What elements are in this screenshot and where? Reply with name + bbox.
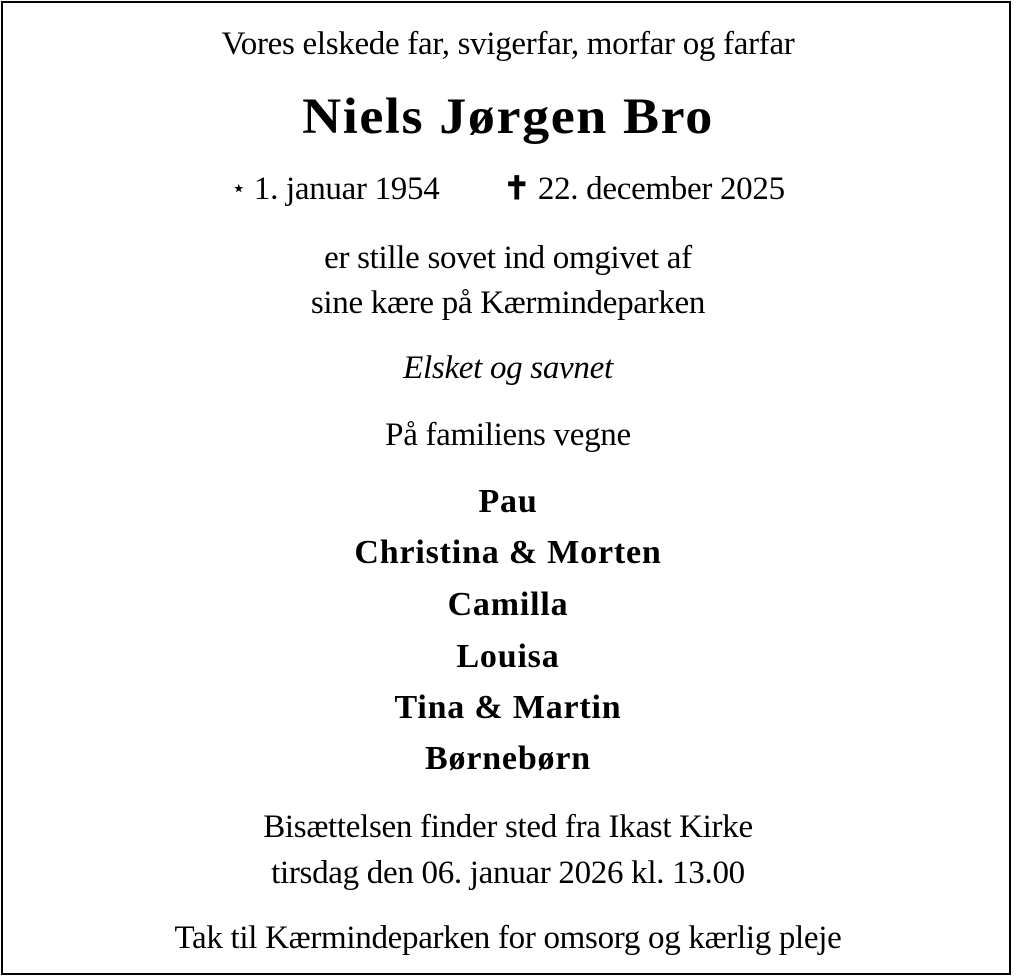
service-line-1: Bisættelsen finder sted fra Ikast Kirke	[263, 809, 753, 845]
deceased-name: Niels Jørgen Bro	[302, 89, 714, 145]
family-member: Camilla	[447, 586, 569, 623]
star-icon: ⋆	[231, 176, 246, 202]
cross-icon: ✝	[503, 170, 530, 206]
birth-date: 1. januar 1954	[253, 171, 440, 207]
passing-text-line-2: sine kære på Kærmindeparken	[310, 285, 706, 321]
death-date: 22. december 2025	[537, 171, 785, 207]
family-member: Børnebørn	[425, 740, 591, 777]
thanks-text: Tak til Kærmindeparken for omsorg og kærlig pleje	[174, 920, 842, 956]
family-member: Tina & Martin	[394, 689, 622, 726]
family-member: Pau	[478, 483, 538, 520]
family-member: Christina & Morten	[354, 534, 662, 571]
loved-text: Elsket og savnet	[403, 350, 613, 386]
on-behalf-text: På familiens vegne	[385, 417, 631, 453]
passing-text-line-1: er stille sovet ind omgivet af	[324, 240, 692, 276]
life-dates	[0, 172, 1016, 206]
service-line-2: tirsdag den 06. januar 2026 kl. 13.00	[271, 855, 745, 891]
family-member: Louisa	[456, 638, 560, 675]
intro-text: Vores elskede far, svigerfar, morfar og farfar	[221, 26, 795, 62]
